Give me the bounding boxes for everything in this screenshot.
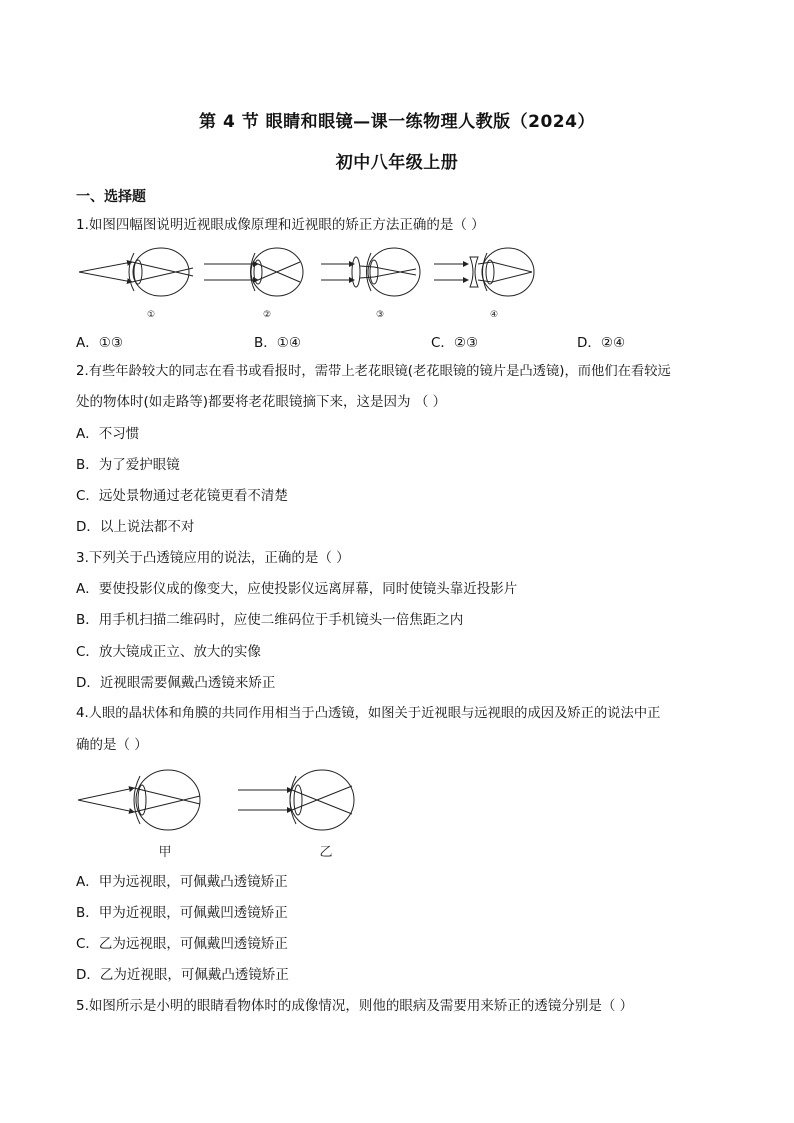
question-5-stem: 5.如图所示是小明的眼睛看物体时的成像情况，则他的眼病及需要用来矫正的透镜分别是（ ） [76,998,634,1014]
question-2-stem-line-2: 处的物体时(如走路等)都要将老花眼镜摘下来，这是因为 （ ） [76,394,447,410]
question-1-option-d: D．②④ [577,335,626,351]
question-4-option-b: B．甲为近视眼，可佩戴凹透镜矫正 [76,905,288,921]
question-1-figure [76,245,546,325]
eye-diagram-3 [321,248,420,296]
question-2-option-c: C．远处景物通过老花镜更看不清楚 [76,488,288,504]
eye-diagram-2 [204,248,303,296]
eye-diagram-jia [78,770,200,830]
question-1-option-b: B．①④ [254,335,301,351]
question-3-option-d: D．近视眼需要佩戴凸透镜来矫正 [76,675,276,691]
question-1-option-a: A．①③ [76,335,123,351]
question-2-option-a: A．不习惯 [76,426,140,442]
question-3-option-c: C．放大镜成正立、放大的实像 [76,644,261,660]
question-4-stem-line-1: 4.人眼的晶状体和角膜的共同作用相当于凸透镜，如图关于近视眼与远视眼的成因及矫正的说法中正 [76,706,661,721]
question-3-option-a: A．要使投影仪成的像变大，应使投影仪远离屏幕，同时使镜头靠近投影片 [76,581,518,597]
section-heading: 一、选择题 [76,189,146,205]
question-4-option-d: D．乙为近视眼，可佩戴凸透镜矫正 [76,967,289,983]
question-2-stem-line-1: 2.有些年龄较大的同志在看书或看报时，需带上老花眼镜(老花眼镜的镜片是凸透镜)，而他们在看较远 [76,364,671,379]
figure-label-1: ① [146,310,156,320]
figure-label-3: ③ [375,310,385,320]
question-3-option-b: B．用手机扫描二维码时，应使二维码位于手机镜头一倍焦距之内 [76,612,464,628]
question-4-option-c: C．乙为远视眼，可佩戴凹透镜矫正 [76,936,288,952]
eye-diagram-yi [238,770,354,830]
question-2-option-b: B．为了爱护眼镜 [76,457,180,473]
eye-diagram-4 [434,248,534,296]
question-3-stem: 3.下列关于凸透镜应用的说法，正确的是（ ） [76,550,350,566]
figure-label-2: ② [262,310,272,320]
figure-label-jia: 甲 [158,845,172,860]
question-1-stem: 1.如图四幅图说明近视眼成像原理和近视眼的矫正方法正确的是（ ） [76,217,485,233]
question-2-option-d: D．以上说法都不对 [76,519,195,535]
eye-diagram-1 [79,248,193,296]
question-4-figure [76,764,376,864]
question-4-option-a: A．甲为远视眼，可佩戴凸透镜矫正 [76,874,288,890]
figure-label-yi: 乙 [319,845,333,860]
question-4-stem-line-2: 确的是（ ） [76,737,148,753]
document-title: 第 4 节 眼睛和眼镜—课一练物理人教版（2024） [199,112,595,132]
document-subtitle: 初中八年级上册 [335,153,459,173]
figure-label-4: ④ [489,310,499,320]
question-1-option-c: C．②③ [431,335,479,351]
